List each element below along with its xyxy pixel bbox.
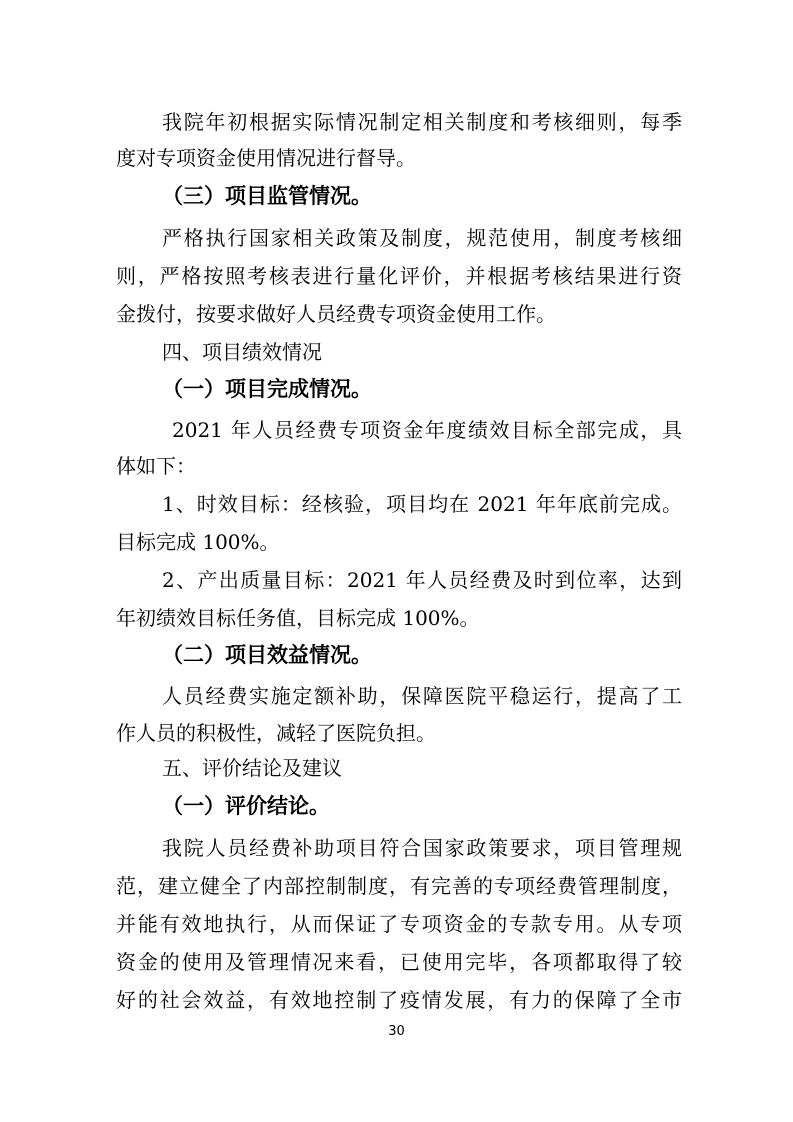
paragraph-line: 2021 年人员经费专项资金年度绩效目标全部完成，具	[172, 418, 682, 442]
paragraph-line: 好的社会效益，有效地控制了疫情发展，有力的保障了全市	[116, 988, 682, 1012]
chapter-heading: 四、项目绩效情况	[162, 340, 322, 364]
chapter-heading: 五、评价结论及建议	[162, 756, 342, 780]
paragraph-line: 2、产出质量目标：2021 年人员经费及时到位率，达到	[162, 568, 682, 592]
paragraph-line: 年初绩效目标任务值，目标完成 100%。	[116, 606, 480, 630]
section-heading: （三）项目监管情况。	[162, 184, 372, 208]
paragraph-line: 作人员的积极性，减轻了医院负担。	[116, 721, 436, 745]
page-number: 30	[388, 1024, 405, 1039]
paragraph-line: 资金的使用及管理情况来看，已使用完毕，各项都取得了较	[116, 950, 682, 974]
paragraph-line: 则，严格按照考核表进行量化评价，并根据考核结果进行资	[116, 264, 682, 288]
paragraph-line: 体如下：	[116, 454, 196, 478]
paragraph-line: 人员经费实施定额补助，保障医院平稳运行，提高了工	[162, 684, 682, 708]
paragraph-line: 范，建立健全了内部控制制度，有完善的专项经费管理制度，	[116, 874, 682, 898]
paragraph-line: 严格执行国家相关政策及制度，规范使用，制度考核细	[162, 226, 682, 250]
paragraph-line: 1、时效目标：经核验，项目均在 2021 年年底前完成。	[162, 492, 682, 516]
paragraph-line: 我院年初根据实际情况制定相关制度和考核细则，每季	[162, 110, 682, 134]
section-heading: （一）评价结论。	[162, 794, 330, 818]
section-heading: （二）项目效益情况。	[162, 643, 372, 667]
paragraph-line: 目标完成 100%。	[116, 530, 280, 554]
paragraph-line: 我院人员经费补助项目符合国家政策要求，项目管理规	[162, 836, 682, 860]
paragraph-line: 度对专项资金使用情况进行督导。	[116, 146, 416, 170]
section-heading: （一）项目完成情况。	[162, 377, 372, 401]
paragraph-line: 并能有效地执行，从而保证了专项资金的专款专用。从专项	[116, 912, 682, 936]
paragraph-line: 金拨付，按要求做好人员经费专项资金使用工作。	[116, 302, 556, 326]
